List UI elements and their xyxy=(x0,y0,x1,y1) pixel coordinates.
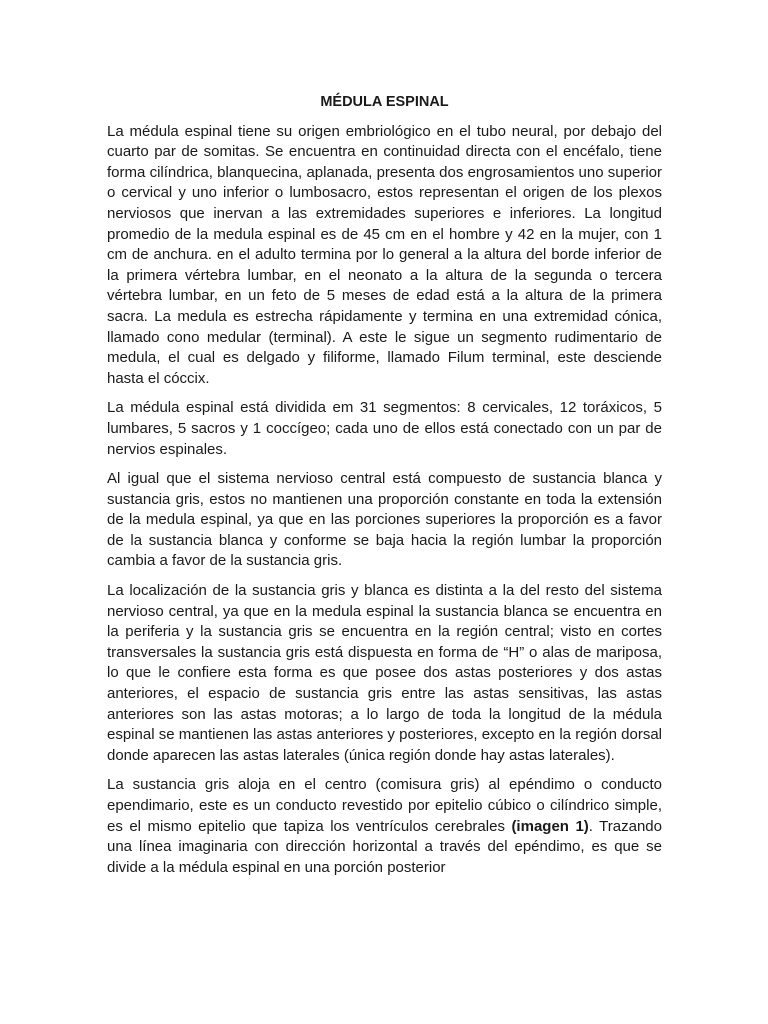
paragraph-gray-matter-location: La localización de la sustancia gris y blanca es distinta a la del resto del sistema nervioso central, ya que en la medula espinal la sustancia blanca se encuentra en la periferia y la sustancia gris se encuentra en la región central; visto en cortes transversales la sustancia gris está dispuesta en forma de “H” o alas de mariposa, lo que le confiere esta forma es que posee dos astas posteriores y dos astas anteriores, el espacio de sustancia gris entre las astas sensitivas, las astas anteriores son las astas motoras; a lo largo de toda la longitud de la médula espinal se mantienen las astas anteriores y posteriores, excepto en la región dorsal donde aparecen las astas laterales (única región donde hay astas laterales). xyxy=(107,582,662,764)
document-page xyxy=(107,92,662,887)
ependyma-text-before: La sustancia gris aloja en el centro (comisura gris) al epéndimo o conducto ependimario, este es un conducto revestido por epitelio cúbico o cilíndrico simple, es el mismo epitelio que tapiza los ventrículos cerebrales xyxy=(107,776,662,835)
paragraph-substance-proportion: Al igual que el sistema nervioso central está compuesto de sustancia blanca y sustancia gris, estos no mantienen una proporción constante en toda la extensión de la medula espinal, ya que en las porciones superiores la proporción es a favor de la sustancia blanca y conforme se baja hacia la región lumbar la proporción cambia a favor de la sustancia gris. xyxy=(107,470,662,570)
paragraph-ependyma xyxy=(107,775,662,878)
ependyma-text-after: . Trazando una línea imaginaria con dirección horizontal a través del epéndimo, es que se divide a la médula espinal en una porción posterior xyxy=(107,817,662,876)
paragraph-segments: La médula espinal está dividida em 31 segmentos: 8 cervicales, 12 toráxicos, 5 lumbares, 5 sacros y 1 coccígeo; cada uno de ellos está conectado con un par de nervios espinales. xyxy=(107,399,662,458)
document-title: MÉDULA ESPINAL xyxy=(320,94,449,110)
paragraph-origin: La médula espinal tiene su origen embriológico en el tubo neural, por debajo del cuarto par de somitas. Se encuentra en continuidad directa con el encéfalo, tiene forma cilíndrica, blanquecina, aplanada, presenta dos engrosamientos uno superior o cervical y uno inferior o lumbosacro, estos representan el origen de los plexos nerviosos que inervan a las extremidades superiores e inferiores. La longitud promedio de la medula espinal es de 45 cm en el hombre y 42 en la mujer, con 1 cm de anchura. en el adulto termina por lo general a la altura del borde inferior de la primera vértebra lumbar, en el neonato a la altura de la segunda o tercera vértebra lumbar, en un feto de 5 meses de edad está a la altura de la primera sacra. La medula es estrecha rápidamente y termina en una extremidad cónica, llamado cono medular (terminal). A este le sigue un segmento rudimentario de medula, el cual es delgado y filiforme, llamado Filum terminal, este desciende hasta el cóccix. xyxy=(107,122,662,387)
image-reference: (imagen 1) xyxy=(511,817,589,835)
